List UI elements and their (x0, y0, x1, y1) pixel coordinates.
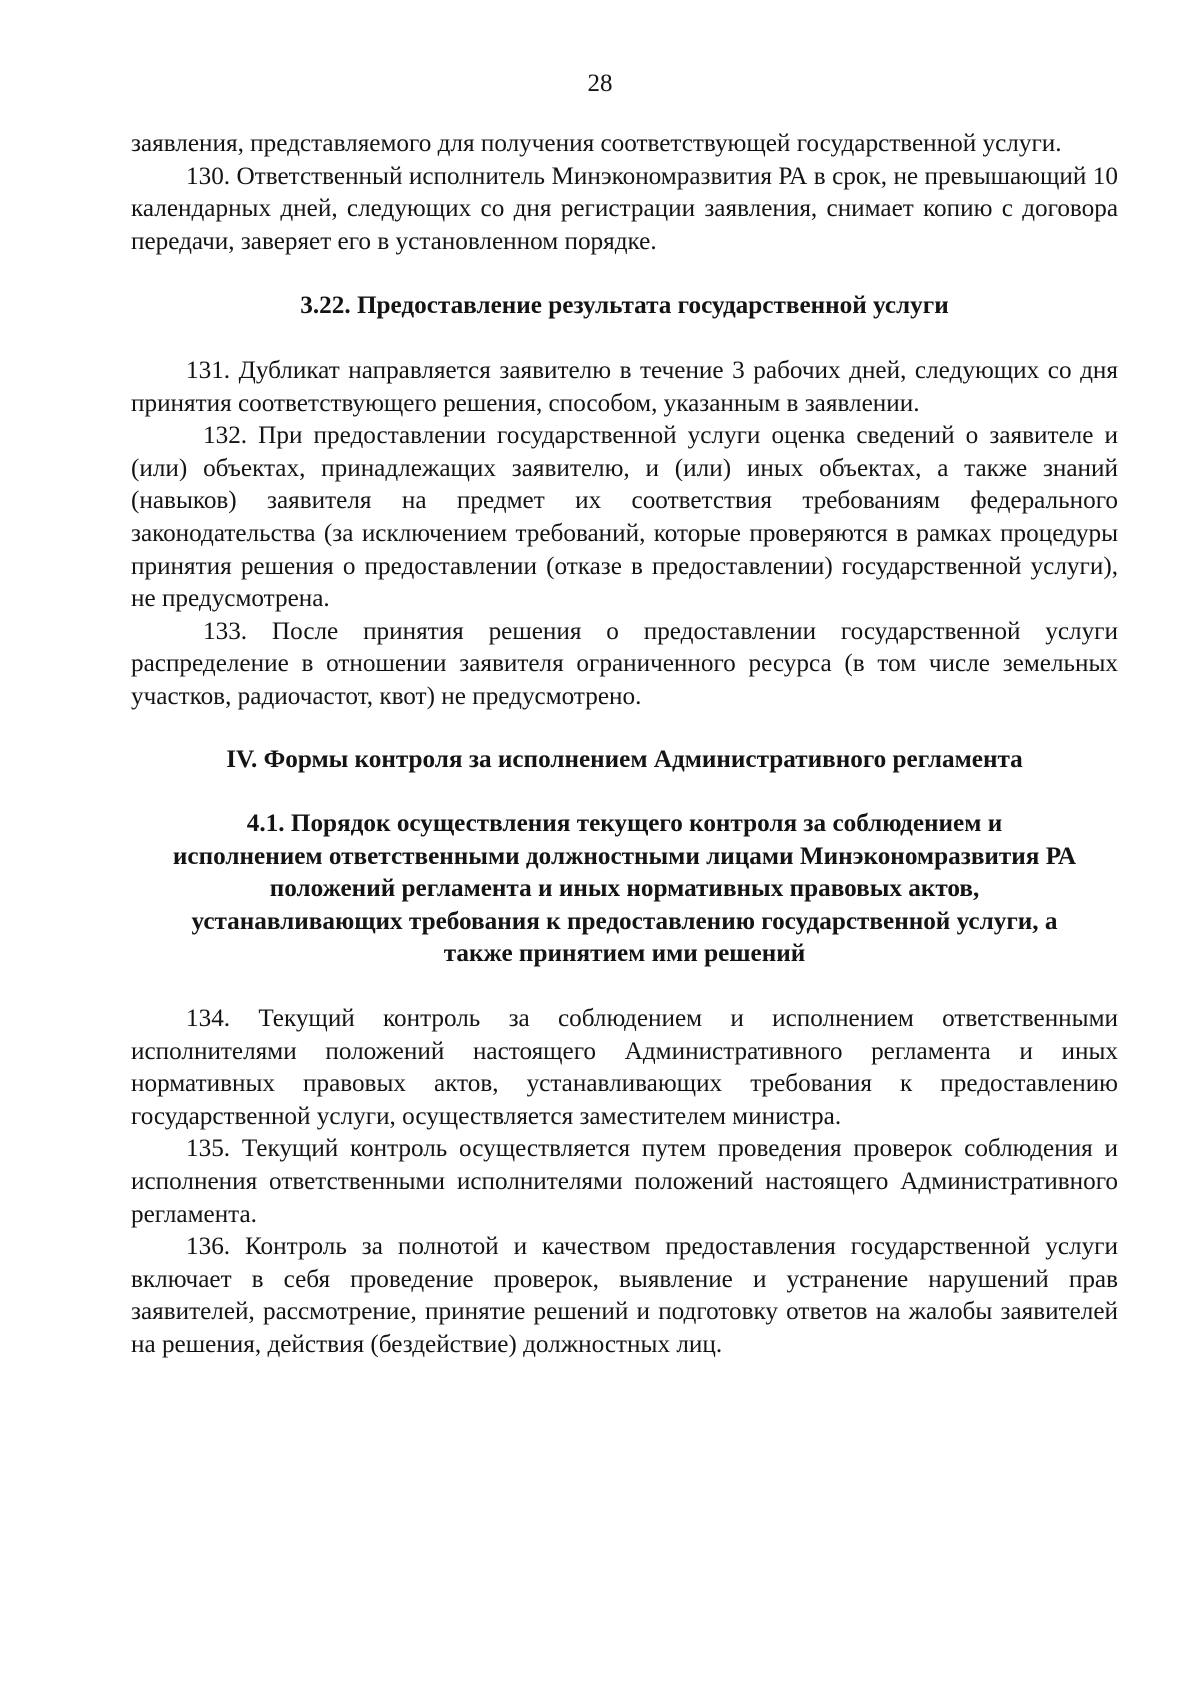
section-heading-4-1: 4.1. Порядок осуществления текущего контроля за соблюдением и исполнением ответственными должностными лицами Минэкономразвития РА положений регламента и иных нормативных правовых актов, устанавливающих требования к предоставлению государственной услуги, а также принятием ими решений (172, 810, 1077, 968)
paragraph-130: 130. Ответственный исполнитель Минэкономразвития РА в срок, не превышающий 10 календарных дней, следующих со дня регистрации заявления, снимает копию с договора передачи, заверяет его в установленном порядке. (131, 162, 1118, 255)
paragraph-133: 133. После принятия решения о предоставлении государственной услуги распределение в отношении заявителя ограниченного ресурса (в том числе земельных участков, радиочастот, квот) не предусмотрено. (131, 617, 1118, 710)
paragraph-131: 131. Дубликат направляется заявителю в течение 3 рабочих дней, следующих со дня принятия соответствующего решения, способом, указанным в заявлении. (131, 356, 1118, 417)
paragraph-132: 132. При предоставлении государственной услуги оценка сведений о заявителе и (или) объектах, принадлежащих заявителю, и (или) иных объектах, а также знаний (навыков) заявителя на предмет их соответствия требованиям федерального законодательства (за исключением требований, которые проверяются в рамках процедуры принятия решения о предоставлении (отказе в предоставлении) государственной услуги), не предусмотрена. (131, 422, 1118, 613)
page-number: 28 (587, 70, 613, 97)
paragraph-135: 135. Текущий контроль осуществляется путем проведения проверок соблюдения и исполнения ответственными исполнителями положений настоящего Административного регламента. (131, 1135, 1118, 1228)
document-body (131, 128, 1118, 1362)
section-heading-3-22: 3.22. Предоставление результата государственной услуги (300, 292, 949, 320)
paragraph-136: 136. Контроль за полнотой и качеством предоставления государственной услуги включает в себя проведение проверок, выявление и устранение нарушений прав заявителей, рассмотрение, принятие решений и подготовку ответов на жалобы заявителей на решения, действия (бездействие) должностных лиц. (131, 1233, 1118, 1358)
paragraph-134: 134. Текущий контроль за соблюдением и исполнением ответственными исполнителями положений настоящего Административного регламента и иных нормативных правовых актов, устанавливающих требования к предоставлению государственной услуги, осуществляется заместителем министра. (131, 1005, 1118, 1130)
chapter-heading-iv: IV. Формы контроля за исполнением Административного регламента (226, 745, 1023, 773)
paragraph-continuation: заявления, представляемого для получения соответствующей государственной услуги. (131, 130, 1062, 157)
